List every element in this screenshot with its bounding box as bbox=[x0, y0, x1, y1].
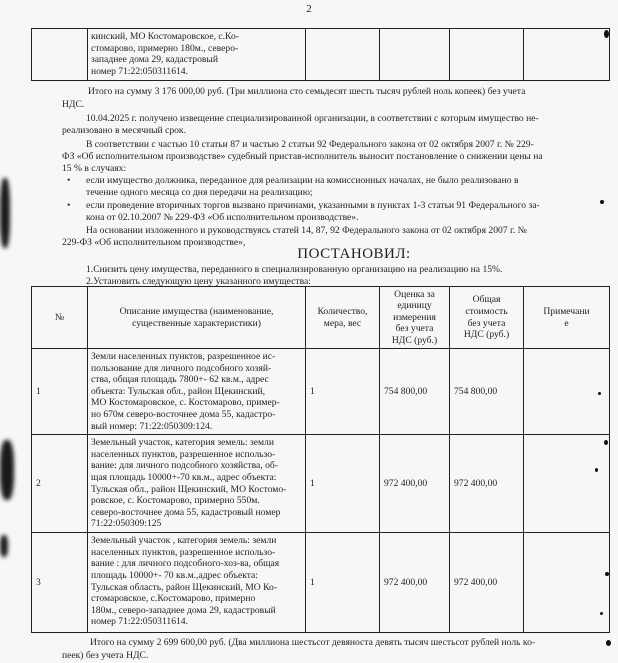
row-unit-price: 754 800,00 bbox=[380, 349, 450, 435]
list-item-line: течение одного месяца со дня передачи на реализацию; bbox=[86, 187, 313, 198]
row-description: Земельный участок, категория земель: земли населенных пунктов, разрешенное использо- вание: для личного подсобного хозяйства, об- щая площадь 10000+-70 кв.м., адрес объекта: Тульская обл., район Щекинский, МО Костомо- ровское, с. Костомарово, примерно 550м. северо-восточнее дома 55, кадастровый номер 71:22:050309:125 bbox=[88, 435, 306, 533]
row-description: Земельный участок , категория земель: земли населенных пунктов, разрешенное использо- вание : для личного подсобного-хоз-ва, общая площадь 10000+- 70 кв.м.,адрес объекта: Тульская область, район Щекинский, МО Ко- стомаровское, с.Костомарово, примерно 180м., северо-западнее дома 29, кадастровый номер 71:22:050311614. bbox=[88, 533, 306, 633]
row-num: 3 bbox=[32, 533, 88, 633]
order-line: 2.Установить следующую цену указанного имущества: bbox=[86, 276, 311, 287]
row-note bbox=[524, 533, 610, 633]
total-line: пеек) без учета НДС. bbox=[62, 650, 149, 661]
row-unit-price: 972 400,00 bbox=[380, 435, 450, 533]
row-quantity: 1 bbox=[306, 349, 380, 435]
notice-line: 10.04.2025 г. получено извещение специализированной организации, в соответствии с которым имущество не- bbox=[86, 113, 539, 124]
scan-speck bbox=[598, 392, 601, 395]
text-line: номер 71:22:050311614. bbox=[91, 65, 189, 77]
header-num: № bbox=[32, 287, 88, 349]
bullet-marker: • bbox=[67, 200, 71, 211]
scan-smudge bbox=[0, 178, 10, 248]
resolution-title: ПОСТАНОВИЛ: bbox=[297, 246, 411, 262]
table-header-row bbox=[32, 287, 610, 349]
row-quantity: 1 bbox=[306, 533, 380, 633]
table-row bbox=[32, 349, 610, 435]
text-line: стомарово, примерно 180м., северо- bbox=[91, 42, 239, 54]
row-total: 972 400,00 bbox=[450, 533, 524, 633]
scan-speck bbox=[604, 30, 609, 38]
continuation-desc-cell bbox=[88, 29, 306, 81]
table-row bbox=[32, 435, 610, 533]
basis-line: 229-ФЗ «Об исполнительном производстве», bbox=[62, 237, 246, 248]
row-num: 1 bbox=[32, 349, 88, 435]
row-quantity: 1 bbox=[306, 435, 380, 533]
law-line: ФЗ «Об исполнительном производстве» судебный пристав-исполнитель выносит постановление о снижении цены на bbox=[62, 151, 543, 162]
row-total: 972 400,00 bbox=[450, 435, 524, 533]
law-line: 15 % в случаях: bbox=[62, 163, 127, 174]
scan-speck bbox=[604, 440, 608, 445]
list-item-line: если имущество должника, переданное для реализации на комиссионных началах, не было реализовано в bbox=[86, 175, 519, 186]
total-line: Итого на сумму 2 699 600,00 руб. (Два миллиона шестьсот девяноста девять тысяч шестьсот рублей ноль ко- bbox=[90, 637, 536, 648]
header-total: Общая стоимость без учета НДС (руб.) bbox=[450, 287, 524, 349]
continuation-table bbox=[31, 28, 610, 81]
scan-speck bbox=[605, 572, 609, 576]
total-line: Итого на сумму 3 176 000,00 руб. (Три миллиона сто семьдесят шесть тысяч рублей ноль копеек) без учета bbox=[88, 86, 526, 97]
row-unit-price: 972 400,00 bbox=[380, 533, 450, 633]
table-row bbox=[32, 533, 610, 633]
scan-smudge bbox=[0, 535, 8, 557]
scan-smudge bbox=[0, 440, 14, 500]
total-line: НДС. bbox=[62, 99, 85, 110]
bullet-marker: • bbox=[67, 175, 71, 186]
page-number: 2 bbox=[306, 3, 312, 15]
law-line: В соответствии с частью 10 статьи 87 и частью 2 статьи 92 Федерального закона от 02 октября 2007 г. № 229- bbox=[86, 139, 534, 150]
header-quantity: Количество, мера, вес bbox=[306, 287, 380, 349]
scan-speck bbox=[600, 612, 603, 615]
text-line: кинский, МО Костомаровское, с.Ко- bbox=[91, 31, 239, 42]
scan-speck bbox=[595, 468, 598, 472]
row-note bbox=[524, 349, 610, 435]
header-note: Примечани е bbox=[524, 287, 610, 349]
header-unit-price: Оценка за единицу измерения без учета НДС (руб.) bbox=[380, 287, 450, 349]
row-note bbox=[524, 435, 610, 533]
property-price-table bbox=[31, 286, 610, 633]
order-line: 1.Снизить цену имущества, переданного в специализированную организацию на реализацию на 15%. bbox=[86, 264, 503, 275]
scan-speck bbox=[600, 200, 604, 204]
header-description: Описание имущества (наименование, существенные характеристики) bbox=[88, 287, 306, 349]
text-line: западнее дома 29, кадастровый bbox=[91, 54, 218, 66]
list-item-line: если проведение вторичных торгов вызвано причинами, указанными в пунктах 1-3 статьи 91 Федерального за- bbox=[86, 200, 540, 211]
list-item-line: кона от 02.10.2007 № 229-ФЗ «Об исполнительном производстве». bbox=[86, 212, 359, 223]
scan-speck bbox=[606, 640, 611, 646]
notice-line: реализовано в месячный срок. bbox=[62, 125, 186, 136]
row-description: Земли населенных пунктов, разрешенное ис- пользование для личного подсобного хозяй- ства, общая площадь 7800+- 62 кв.м., адрес объекта: Тульская обл., район Щекинский, МО Костомаровское, с. Костомарово, пример- но 670м северо-восточнее дома 55, кадастро- вый номер: 71:22:050309:124. bbox=[88, 349, 306, 435]
row-num: 2 bbox=[32, 435, 88, 533]
row-total: 754 800,00 bbox=[450, 349, 524, 435]
basis-line: На основании изложенного и руководствуясь статей 14, 87, 92 Федерального закона от 02 октября 2007 г. № bbox=[86, 225, 527, 236]
